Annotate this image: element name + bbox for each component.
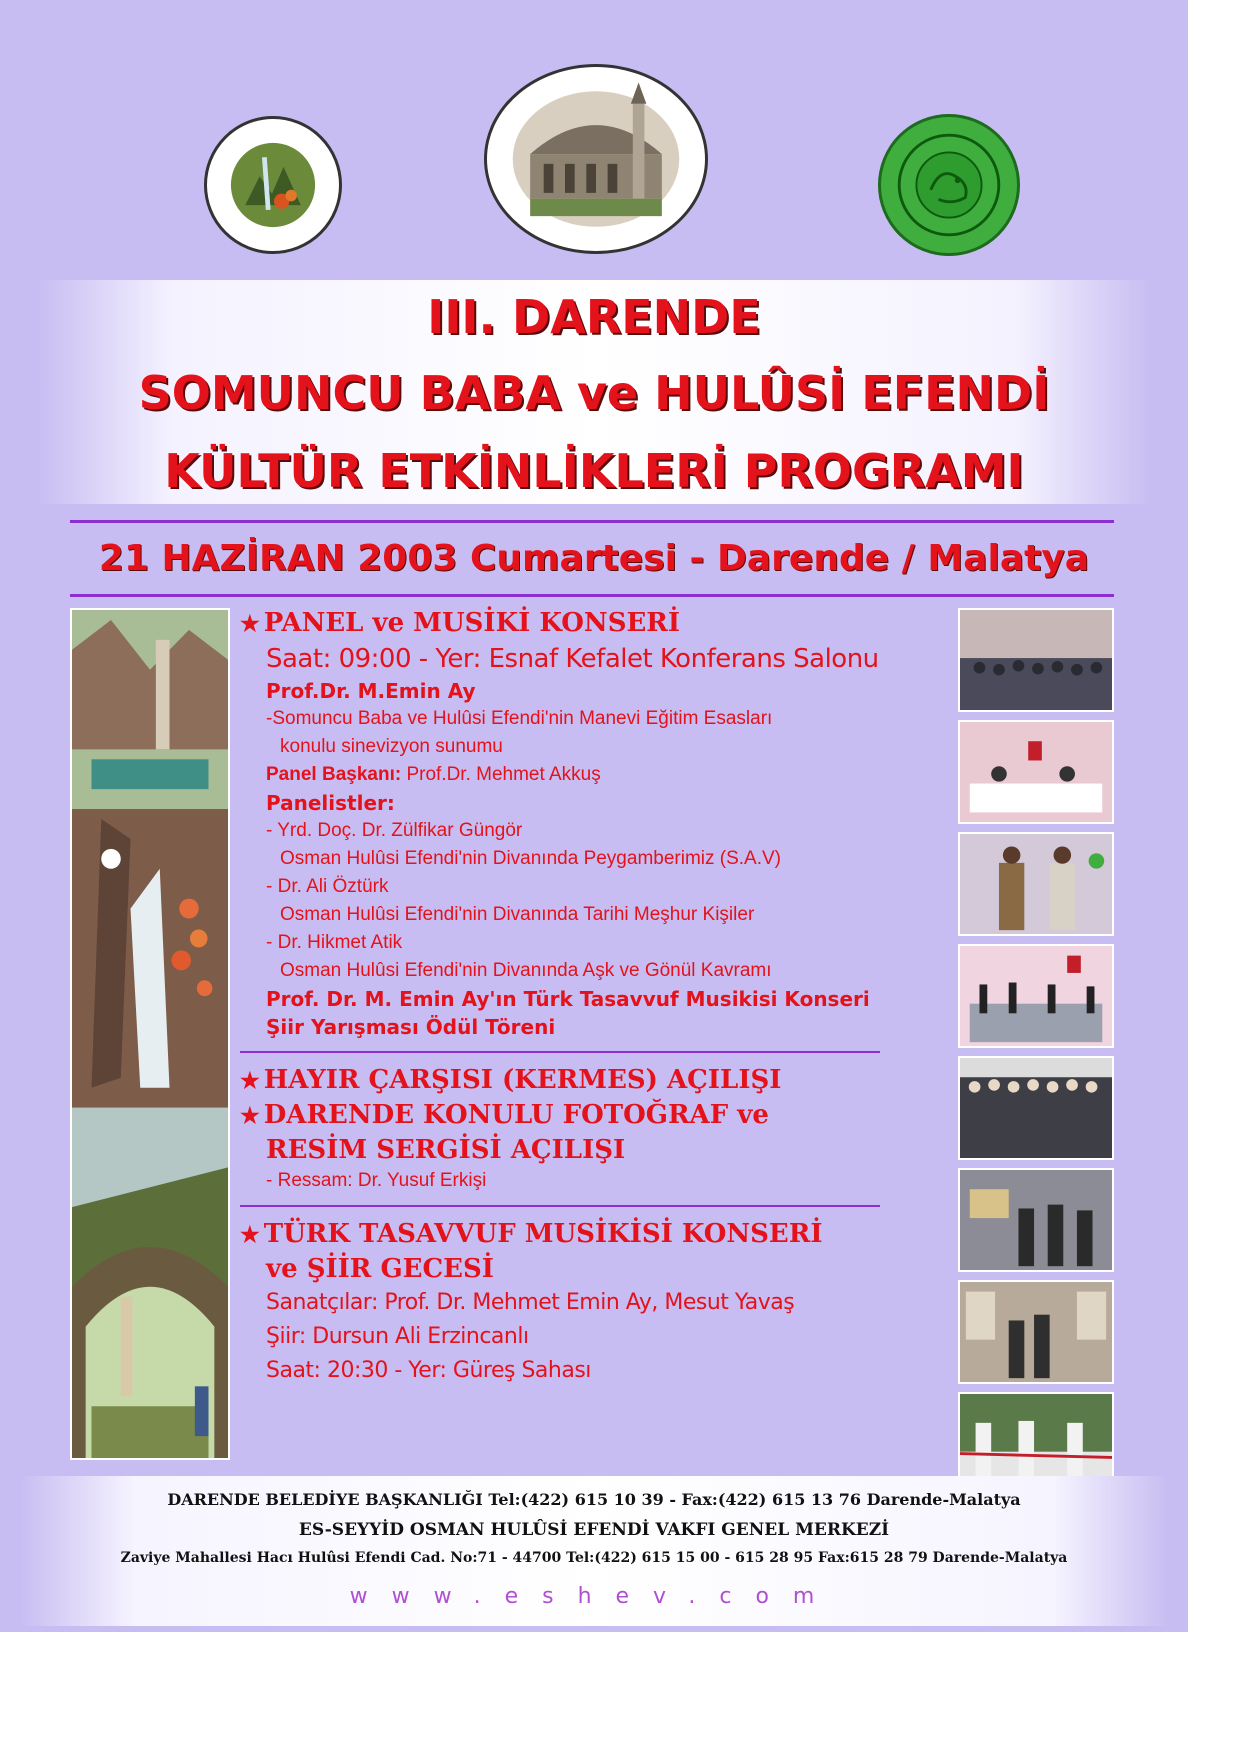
photo-exhibition (958, 1168, 1114, 1272)
panel-speaker: Prof.Dr. M.Emin Ay (266, 679, 476, 703)
panelist-3-name: - Dr. Hikmet Atik (266, 932, 403, 953)
foundation-seal (878, 114, 1020, 256)
rule-bottom (70, 594, 1114, 597)
concert-title-line-1: TÜRK TASAVVUF MUSİKİSİ KONSERİ (263, 1219, 823, 1249)
footer-foundation: ES-SEYYİD OSMAN HULÛSİ EFENDİ VAKFI GENEL MERKEZİ (298, 1520, 890, 1540)
panel-concert: Prof. Dr. M. Emin Ay'ın Türk Tasavvuf Musikisi Konseri (266, 987, 870, 1011)
concert-time-place: Saat: 20:30 - Yer: Güreş Sahası (266, 1358, 591, 1383)
panelists-label: Panelistler: (266, 791, 395, 815)
photo-gallery (958, 1280, 1114, 1384)
star-icon: ★ (240, 1068, 260, 1094)
panelist-2-name: - Dr. Ali Öztürk (266, 876, 389, 897)
panelist-3-topic: Osman Hulûsi Efendi'nin Divanında Aşk ve Gönül Kavramı (280, 960, 772, 981)
panel-chair-name: Prof.Dr. Mehmet Akkuş (406, 764, 601, 785)
panel-chair (240, 761, 880, 789)
footer-address: Zaviye Mahallesi Hacı Hulûsi Efendi Cad. No:71 - 44700 Tel:(422) 615 15 00 - 615 28 95 Fax:615 28 79 Darende-Malatya (120, 1550, 1068, 1566)
festival-mosque-seal (484, 64, 708, 254)
photo-audience (958, 608, 1114, 712)
concert-title-line-2: ve ŞİİR GECESİ (266, 1254, 494, 1284)
program (240, 606, 880, 1388)
darende-painting (70, 608, 230, 1460)
darende-municipality-seal (204, 116, 342, 254)
section-divider (240, 1205, 880, 1207)
photo-award (958, 832, 1114, 936)
title-line-1: III. DARENDE (427, 290, 761, 344)
title-line-3: KÜLTÜR ETKİNLİKLERİ PROGRAMI (164, 444, 1024, 498)
panel-chair-label: Panel Başkanı: (266, 764, 402, 785)
panel-award: Şiir Yarışması Ödül Töreni (266, 1015, 556, 1039)
exhibition-title-line-1: DARENDE KONULU FOTOĞRAF ve (263, 1100, 769, 1130)
panel-title-text: PANEL ve MUSİKİ KONSERİ (263, 608, 681, 638)
star-icon: ★ (240, 611, 260, 637)
panelist-1-name: - Yrd. Doç. Dr. Zülfikar Güngör (266, 820, 523, 841)
rule-top (70, 520, 1114, 523)
panelist-1-topic: Osman Hulûsi Efendi'nin Divanında Peygamberimiz (S.A.V) (280, 848, 782, 869)
event-photos (958, 608, 1114, 1504)
panel-talk-line-2: konulu sinevizyon sunumu (280, 736, 503, 757)
exhibition-artist: - Ressam: Dr. Yusuf Erkişi (266, 1170, 487, 1191)
star-icon: ★ (240, 1103, 260, 1129)
concert-artists: Sanatçılar: Prof. Dr. Mehmet Emin Ay, Mesut Yavaş (266, 1290, 795, 1315)
panelist-2-topic: Osman Hulûsi Efendi'nin Divanında Tarihi Meşhur Kişiler (280, 904, 755, 925)
section-panel-title (240, 606, 880, 641)
panel-time-place: Saat: 09:00 - Yer: Esnaf Kefalet Konferans Salonu (266, 644, 879, 674)
section-divider (240, 1051, 880, 1053)
exhibition-title-line-2: RESİM SERGİSİ AÇILIŞI (266, 1135, 626, 1165)
panel-talk-line-1: -Somuncu Baba ve Hulûsi Efendi'nin Manevi Eğitim Esasları (266, 708, 773, 729)
concert-poem: Şiir: Dursun Ali Erzincanlı (266, 1324, 529, 1349)
title-line-2: SOMUNCU BABA ve HULÛSİ EFENDİ (138, 366, 1050, 420)
footer-municipality: DARENDE BELEDİYE BAŞKANLIĞI Tel:(422) 615 10 39 - Fax:(422) 615 13 76 Darende-Malatya (167, 1490, 1021, 1509)
section-concert-title (240, 1217, 880, 1252)
section-kermes-title (240, 1063, 880, 1098)
star-icon: ★ (240, 1222, 260, 1248)
photo-panel-table (958, 720, 1114, 824)
section-exhibition-title (240, 1098, 880, 1133)
event-date: 21 HAZİRAN 2003 Cumartesi - Darende / Malatya (98, 538, 1090, 579)
photo-stage (958, 944, 1114, 1048)
website-link[interactable]: www.eshev.com (349, 1584, 839, 1609)
photo-group (958, 1056, 1114, 1160)
kermes-title-text: HAYIR ÇARŞISI (KERMES) AÇILIŞI (263, 1065, 782, 1095)
